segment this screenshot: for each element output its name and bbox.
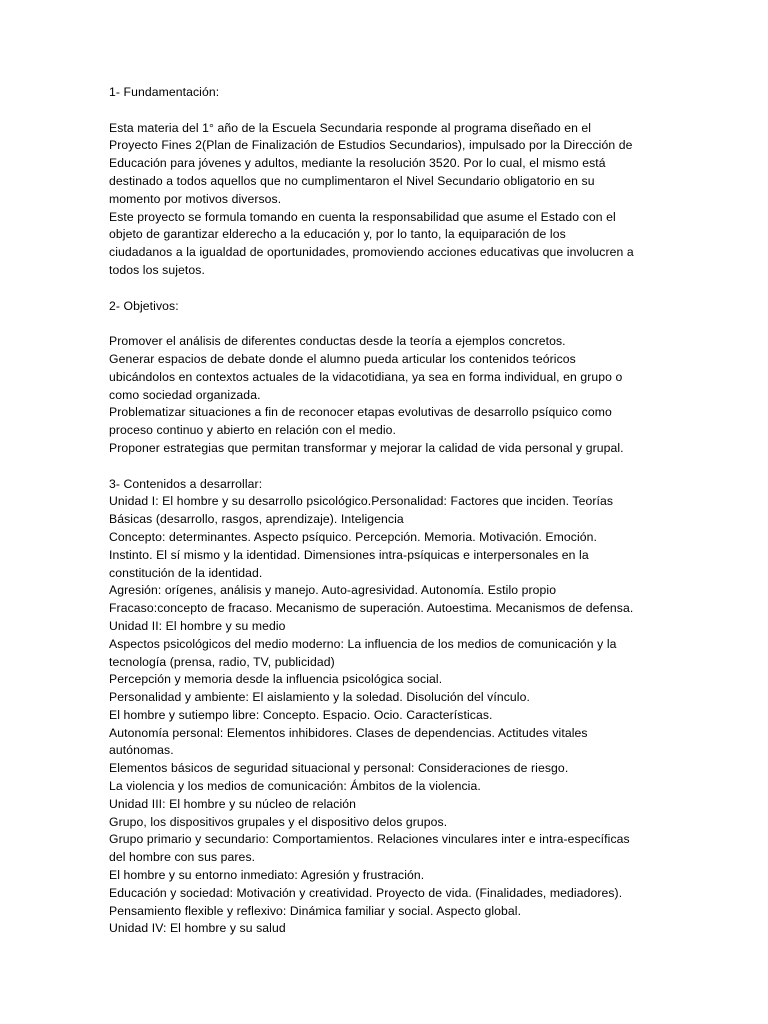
text-line: Agresión: orígenes, análisis y manejo. Auto-agresividad. Autonomía. Estilo propio bbox=[109, 583, 557, 598]
paragraph bbox=[109, 476, 664, 939]
text-line: Unidad II: El hombre y su medio bbox=[109, 618, 286, 633]
document-page bbox=[109, 84, 664, 938]
text-line: ubicándolos en contextos actuales de la vidacotidiana, ya sea en forma individual, en grupo o bbox=[109, 369, 623, 384]
text-line: 1- Fundamentación: bbox=[109, 85, 220, 99]
text-line: Unidad III: El hombre y su núcleo de relación bbox=[109, 796, 357, 811]
text-line: ciudadanos a la igualdad de oportunidades, promoviendo acciones educativas que involucren a bbox=[109, 245, 634, 260]
text-line: Promover el análisis de diferentes conductas desde la teoría a ejemplos concretos. bbox=[109, 334, 566, 349]
text-line: El hombre y su entorno inmediato: Agresión y frustración. bbox=[109, 868, 425, 883]
text-line: Esta materia del 1° año de la Escuela Secundaria responde al programa diseñado en el bbox=[109, 120, 592, 135]
text-line: Problematizar situaciones a fin de reconocer etapas evolutivas de desarrollo psíquico como bbox=[109, 405, 612, 420]
text-line: Proyecto Fines 2(Plan de Finalización de Estudios Secundarios), impulsado por la Dirección de bbox=[109, 138, 633, 153]
text-line: destinado a todos aquellos que no cumplimentaron el Nivel Secundario obligatorio en su bbox=[109, 173, 595, 188]
text-line: Básicas (desarrollo, rasgos, aprendizaje). Inteligencia bbox=[109, 512, 404, 527]
text-line: del hombre con sus pares. bbox=[109, 850, 256, 865]
paragraph bbox=[109, 298, 664, 316]
text-line: 2- Objetivos: bbox=[109, 298, 179, 313]
text-line: autónomas. bbox=[109, 743, 174, 758]
text-line: Percepción y memoria desde la influencia psicológica social. bbox=[109, 672, 443, 687]
text-line: Grupo primario y secundario: Comportamientos. Relaciones vinculares inter e intra-específicas bbox=[109, 832, 630, 847]
text-line: Elementos básicos de seguridad situacional y personal: Consideraciones de riesgo. bbox=[109, 761, 569, 776]
paragraph-gap bbox=[109, 458, 664, 476]
text-line: Educación y sociedad: Motivación y creatividad. Proyecto de vida. (Finalidades, mediadores). bbox=[109, 885, 623, 900]
text-line: momento por motivos diversos. bbox=[109, 191, 282, 206]
text-line: Instinto. El sí mismo y la identidad. Dimensiones intra-psíquicas e interpersonales en la bbox=[109, 547, 589, 562]
text-line: proceso continuo y abierto en relación con el medio. bbox=[109, 423, 397, 438]
paragraph-gap bbox=[109, 102, 664, 120]
text-line: Este proyecto se formula tomando en cuenta la responsabilidad que asume el Estado con el bbox=[109, 209, 616, 224]
text-line: constitución de la identidad. bbox=[109, 565, 263, 580]
text-line: Fracaso:concepto de fracaso. Mecanismo de superación. Autoestima. Mecanismos de defensa. bbox=[109, 601, 634, 616]
text-line: La violencia y los medios de comunicación: Ámbitos de la violencia. bbox=[109, 779, 481, 794]
text-line: Generar espacios de debate donde el alumno pueda articular los contenidos teóricos bbox=[109, 351, 576, 366]
paragraph-gap bbox=[109, 315, 664, 333]
text-line: objeto de garantizar elderecho a la educación y, por lo tanto, la equiparación de los bbox=[109, 227, 566, 242]
paragraph-gap bbox=[109, 280, 664, 298]
text-line: 3- Contenidos a desarrollar: bbox=[109, 476, 263, 491]
text-line: El hombre y sutiempo libre: Concepto. Espacio. Ocio. Características. bbox=[109, 707, 493, 722]
text-line: Concepto: determinantes. Aspecto psíquico. Percepción. Memoria. Motivación. Emoción. bbox=[109, 529, 598, 544]
text-line: Unidad IV: El hombre y su salud bbox=[109, 921, 286, 936]
paragraph bbox=[109, 120, 664, 280]
text-line: tecnología (prensa, radio, TV, publicidad) bbox=[109, 654, 335, 669]
text-line: Pensamiento flexible y reflexivo: Dinámica familiar y social. Aspecto global. bbox=[109, 903, 522, 918]
text-line: Aspectos psicológicos del medio moderno: La influencia de los medios de comunicación y la bbox=[109, 636, 617, 651]
text-line: Unidad I: El hombre y su desarrollo psicológico.Personalidad: Factores que inciden. Teorías bbox=[109, 494, 614, 509]
text-line: Grupo, los dispositivos grupales y el dispositivo delos grupos. bbox=[109, 814, 448, 829]
text-line: Autonomía personal: Elementos inhibidores. Clases de dependencias. Actitudes vitales bbox=[109, 725, 588, 740]
text-line: Personalidad y ambiente: El aislamiento y la soledad. Disolución del vínculo. bbox=[109, 690, 530, 705]
paragraph bbox=[109, 84, 664, 102]
text-line: Educación para jóvenes y adultos, mediante la resolución 3520. Por lo cual, el mismo está bbox=[109, 156, 606, 171]
text-line: todos los sujetos. bbox=[109, 262, 205, 277]
paragraph bbox=[109, 333, 664, 458]
text-line: como sociedad organizada. bbox=[109, 387, 261, 402]
text-line: Proponer estrategias que permitan transformar y mejorar la calidad de vida personal y grupal. bbox=[109, 440, 624, 455]
